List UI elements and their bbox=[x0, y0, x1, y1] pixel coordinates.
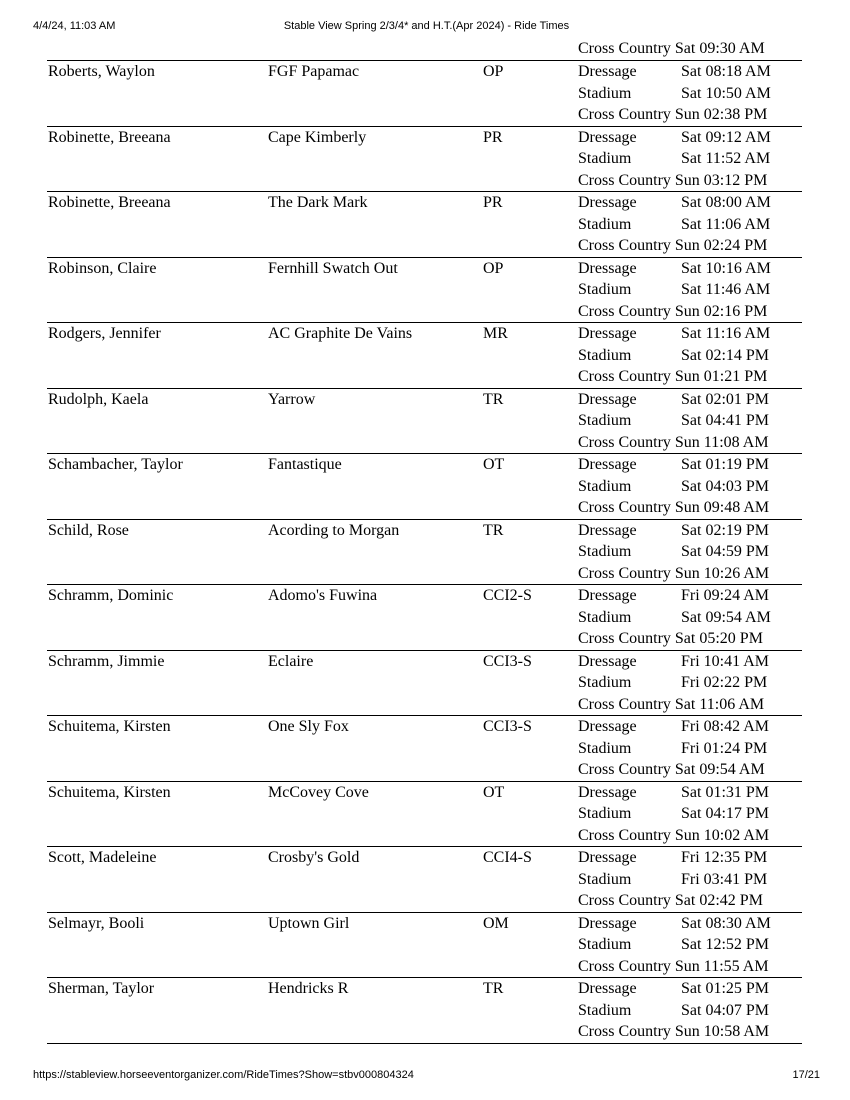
horse-name: Yarrow bbox=[268, 390, 316, 408]
dressage-time: Sat 02:01 PM bbox=[681, 390, 770, 408]
division: CCI4-S bbox=[483, 849, 532, 866]
dressage-label: Dressage bbox=[578, 521, 637, 539]
cross-country-time: Cross Country Sun 09:48 AM bbox=[578, 499, 770, 516]
rider-name: Schuitema, Kirsten bbox=[48, 718, 171, 735]
cross-country-time: Cross Country Sat 09:30 AM bbox=[578, 40, 765, 57]
cross-country-time: Cross Country Sun 10:02 AM bbox=[578, 826, 770, 844]
stadium-label: Stadium bbox=[578, 84, 632, 102]
cross-country-time: Cross Country Sun 01:21 PM bbox=[578, 368, 768, 385]
dressage-label: Dressage bbox=[578, 914, 637, 932]
dressage-label: Dressage bbox=[578, 128, 637, 146]
division: OP bbox=[483, 259, 504, 277]
horse-name: Cape Kimberly bbox=[268, 128, 367, 146]
table-row bbox=[47, 520, 802, 586]
dressage-time: Sat 08:30 AM bbox=[681, 914, 771, 932]
stadium-time: Sat 11:52 AM bbox=[681, 150, 771, 167]
dressage-label: Dressage bbox=[578, 718, 637, 735]
rider-name: Schuitema, Kirsten bbox=[48, 783, 171, 801]
cross-country-time: Cross Country Sun 03:12 PM bbox=[578, 171, 768, 189]
table-row bbox=[47, 978, 802, 1044]
dressage-label: Dressage bbox=[578, 980, 637, 997]
rider-name: Roberts, Waylon bbox=[48, 63, 155, 80]
dressage-time: Fri 12:35 PM bbox=[681, 849, 768, 866]
horse-name: Adomo's Fuwina bbox=[268, 587, 378, 604]
horse-name: Acording to Morgan bbox=[268, 521, 400, 539]
page-title: Stable View Spring 2/3/4* and H.T.(Apr 2024) - Ride Times bbox=[283, 20, 570, 32]
horse-name: Fernhill Swatch Out bbox=[268, 259, 398, 277]
dressage-time: Sat 01:31 PM bbox=[681, 783, 770, 801]
rider-name: Schambacher, Taylor bbox=[48, 456, 183, 473]
cross-country-time: Cross Country Sun 02:38 PM bbox=[578, 106, 768, 123]
dressage-time: Sat 09:12 AM bbox=[681, 128, 771, 146]
dressage-time: Sat 10:16 AM bbox=[681, 259, 771, 277]
rider-name: Rodgers, Jennifer bbox=[48, 325, 161, 342]
dressage-label: Dressage bbox=[578, 783, 637, 801]
division: OP bbox=[483, 63, 504, 80]
stadium-time: Sat 04:03 PM bbox=[681, 477, 770, 495]
entries-list bbox=[47, 61, 802, 1044]
dressage-label: Dressage bbox=[578, 652, 637, 670]
ride-times-table bbox=[47, 38, 802, 1044]
dressage-time: Sat 01:25 PM bbox=[681, 980, 770, 997]
division: PR bbox=[483, 128, 503, 146]
rider-name: Robinette, Breeana bbox=[48, 194, 171, 211]
horse-name: Fantastique bbox=[268, 456, 342, 473]
rider-name: Selmayr, Booli bbox=[48, 914, 145, 932]
dressage-time: Sat 01:19 PM bbox=[681, 456, 770, 473]
table-row bbox=[47, 389, 802, 455]
table-row bbox=[47, 782, 802, 848]
stadium-time: Fri 03:41 PM bbox=[681, 870, 768, 888]
horse-name: One Sly Fox bbox=[268, 718, 349, 735]
rider-name: Scott, Madeleine bbox=[48, 849, 157, 866]
rider-name: Schramm, Dominic bbox=[48, 587, 174, 604]
rider-name: Robinette, Breeana bbox=[48, 128, 171, 146]
dressage-label: Dressage bbox=[578, 325, 637, 342]
stadium-label: Stadium bbox=[578, 412, 632, 429]
division: OT bbox=[483, 456, 505, 473]
stadium-time: Sat 12:52 PM bbox=[681, 936, 770, 953]
stadium-label: Stadium bbox=[578, 543, 632, 560]
division: CCI2-S bbox=[483, 587, 532, 604]
stadium-time: Sat 04:41 PM bbox=[681, 412, 770, 429]
rider-name: Rudolph, Kaela bbox=[48, 390, 149, 408]
cross-country-time: Cross Country Sun 11:08 AM bbox=[578, 433, 769, 451]
division: OM bbox=[483, 914, 509, 932]
stadium-time: Sat 04:17 PM bbox=[681, 805, 770, 822]
dressage-label: Dressage bbox=[578, 587, 637, 604]
dressage-time: Fri 09:24 AM bbox=[681, 587, 770, 604]
cross-country-time: Cross Country Sun 10:58 AM bbox=[578, 1023, 770, 1040]
table-row bbox=[47, 847, 802, 913]
print-datetime: 4/4/24, 11:03 AM bbox=[33, 20, 116, 32]
table-row bbox=[47, 454, 802, 520]
dressage-label: Dressage bbox=[578, 259, 637, 277]
horse-name: Uptown Girl bbox=[268, 914, 350, 932]
stadium-time: Sat 04:59 PM bbox=[681, 543, 770, 560]
cross-country-time: Cross Country Sat 05:20 PM bbox=[578, 630, 763, 647]
stadium-label: Stadium bbox=[578, 870, 632, 888]
stadium-label: Stadium bbox=[578, 805, 632, 822]
cross-country-time: Cross Country Sun 10:26 AM bbox=[578, 564, 770, 582]
cross-country-time: Cross Country Sat 09:54 AM bbox=[578, 761, 765, 778]
division: CCI3-S bbox=[483, 652, 532, 670]
horse-name: Crosby's Gold bbox=[268, 849, 360, 866]
stadium-label: Stadium bbox=[578, 936, 632, 953]
stadium-time: Fri 01:24 PM bbox=[681, 739, 768, 757]
dressage-time: Sat 02:19 PM bbox=[681, 521, 770, 539]
page-url: https://stableview.horseeventorganizer.com/RideTimes?Show=stbv000804324 bbox=[33, 1069, 414, 1081]
table-row bbox=[47, 192, 802, 258]
cross-country-time: Cross Country Sat 11:06 AM bbox=[578, 695, 765, 713]
horse-name: The Dark Mark bbox=[268, 194, 368, 211]
dressage-time: Sat 08:18 AM bbox=[681, 63, 771, 80]
rider-name: Sherman, Taylor bbox=[48, 980, 155, 997]
print-header bbox=[33, 19, 820, 33]
rider-name: Robinson, Claire bbox=[48, 259, 157, 277]
stadium-time: Sat 11:06 AM bbox=[681, 215, 771, 233]
division: PR bbox=[483, 194, 503, 211]
division: OT bbox=[483, 783, 505, 801]
dressage-label: Dressage bbox=[578, 194, 637, 211]
rider-name: Schild, Rose bbox=[48, 521, 129, 539]
continued-row bbox=[47, 38, 802, 61]
dressage-time: Sat 08:00 AM bbox=[681, 194, 771, 211]
cross-country-time: Cross Country Sun 02:16 PM bbox=[578, 302, 768, 320]
rider-name: Schramm, Jimmie bbox=[48, 652, 165, 670]
stadium-label: Stadium bbox=[578, 608, 632, 626]
table-row bbox=[47, 323, 802, 389]
stadium-label: Stadium bbox=[578, 739, 632, 757]
dressage-time: Fri 10:41 AM bbox=[681, 652, 770, 670]
dressage-label: Dressage bbox=[578, 63, 637, 80]
stadium-label: Stadium bbox=[578, 346, 632, 364]
print-footer bbox=[33, 1068, 820, 1082]
table-row bbox=[47, 651, 802, 717]
table-row bbox=[47, 258, 802, 324]
stadium-time: Fri 02:22 PM bbox=[681, 674, 768, 691]
stadium-time: Sat 04:07 PM bbox=[681, 1001, 770, 1019]
stadium-label: Stadium bbox=[578, 1001, 632, 1019]
stadium-time: Sat 11:46 AM bbox=[681, 281, 771, 298]
table-row bbox=[47, 585, 802, 651]
division: TR bbox=[483, 980, 504, 997]
stadium-time: Sat 10:50 AM bbox=[681, 84, 771, 102]
division: MR bbox=[483, 325, 508, 342]
stadium-time: Sat 09:54 AM bbox=[681, 608, 771, 626]
stadium-label: Stadium bbox=[578, 150, 632, 167]
division: TR bbox=[483, 521, 504, 539]
table-row bbox=[47, 61, 802, 127]
dressage-time: Sat 11:16 AM bbox=[681, 325, 771, 342]
cross-country-time: Cross Country Sun 11:55 AM bbox=[578, 957, 769, 975]
dressage-label: Dressage bbox=[578, 849, 637, 866]
division: CCI3-S bbox=[483, 718, 532, 735]
dressage-time: Fri 08:42 AM bbox=[681, 718, 770, 735]
horse-name: FGF Papamac bbox=[268, 63, 360, 80]
table-row bbox=[47, 913, 802, 979]
dressage-label: Dressage bbox=[578, 390, 637, 408]
stadium-label: Stadium bbox=[578, 215, 632, 233]
cross-country-time: Cross Country Sat 02:42 PM bbox=[578, 892, 763, 909]
division: TR bbox=[483, 390, 504, 408]
page-number: 17/21 bbox=[792, 1069, 820, 1081]
stadium-label: Stadium bbox=[578, 281, 632, 298]
table-row bbox=[47, 127, 802, 193]
table-row bbox=[47, 716, 802, 782]
stadium-label: Stadium bbox=[578, 674, 632, 691]
dressage-label: Dressage bbox=[578, 456, 637, 473]
cross-country-time: Cross Country Sun 02:24 PM bbox=[578, 237, 768, 254]
horse-name: AC Graphite De Vains bbox=[268, 325, 413, 342]
horse-name: Eclaire bbox=[268, 652, 314, 670]
horse-name: Hendricks R bbox=[268, 980, 349, 997]
stadium-label: Stadium bbox=[578, 477, 632, 495]
horse-name: McCovey Cove bbox=[268, 783, 369, 801]
stadium-time: Sat 02:14 PM bbox=[681, 346, 770, 364]
